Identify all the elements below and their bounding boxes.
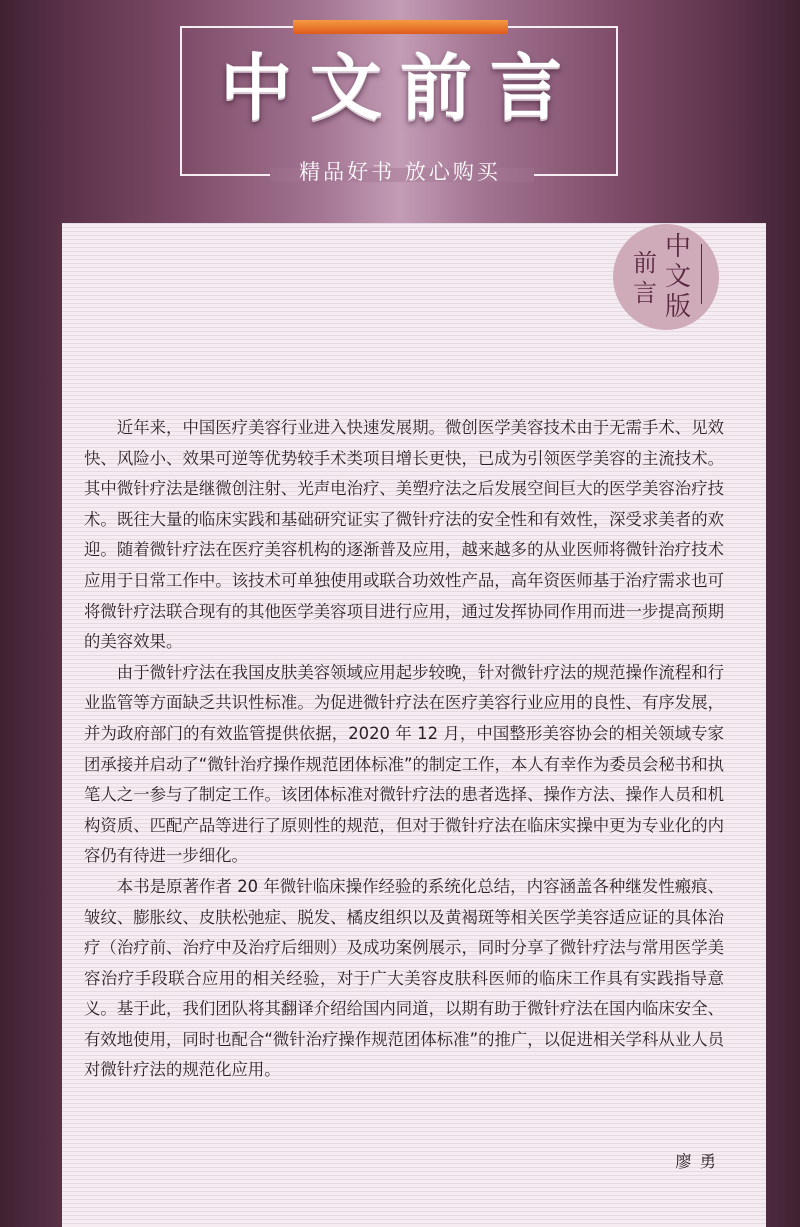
stamp-main-text: 中文版: [664, 232, 691, 322]
accent-bar: [293, 20, 508, 34]
author-signature: 廖勇: [675, 1152, 724, 1171]
stamp-side-text: 前言: [633, 249, 657, 307]
paragraph: 由于微针疗法在我国皮肤美容领域应用起步较晚，针对微针疗法的规范操作流程和行业监管等方面缺乏共识性标准。为促进微针疗法在医疗美容行业应用的良性、有序发展，并为政府部门的有效监管提供依据，2020 年 12 月，中国整形美容协会的相关领域专家团承接并启动了“微针治疗操作规范团体标准”的制定工作，本人有幸作为委员会秘书和执笔人之一参与了制定工作。该团体标准对微针疗法的患者选择、操作方法、操作人员和机构资质、匹配产品等进行了原则性的规范，但对于微针疗法在临床实操中更为专业化的内容仍有待进一步细化。: [84, 662, 724, 866]
paragraph: 近年来，中国医疗美容行业进入快速发展期。微创医学美容技术由于无需手术、见效快、风险小、效果可逆等优势较手术类项目增长更快，已成为引领医学美容的主流技术。其中微针疗法是继微创注射、光声电治疗、美塑疗法之后发展空间巨大的医学美容治疗技术。既往大量的临床实践和基础研究证实了微针疗法的安全性和有效性，深受求美者的欢迎。随着微针疗法在医疗美容机构的逐渐普及应用，越来越多的从业医师将微针治疗技术应用于日常工作中。该技术可单独使用或联合功效性产品，高年资医师基于治疗需求也可将微针疗法联合现有的其他医学美容项目进行应用，通过发挥协同作用而进一步提高预期的美容效果。: [84, 418, 724, 652]
preface-body: [84, 413, 724, 1086]
stamp-divider: [701, 244, 702, 304]
chinese-edition-stamp: [613, 224, 719, 330]
tagline: 精品好书 放心购买: [299, 160, 501, 184]
page-title: 中文前言: [219, 46, 580, 130]
paragraph: 本书是原著作者 20 年微针临床操作经验的系统化总结，内容涵盖各种继发性瘢痕、皱纹、膨胀纹、皮肤松弛症、脱发、橘皮组织以及黄褐斑等相关医学美容适应证的具体治疗（治疗前、治疗中及治疗后细则）及成功案例展示，同时分享了微针疗法与常用医学美容治疗手段联合应用的相关经验，对于广大美容皮肤科医师的临床工作具有实践指导意义。基于此，我们团队将其翻译介绍给国内同道，以期有助于微针疗法在国内临床安全、有效地使用，同时也配合“微针治疗操作规范团体标准”的推广，以促进相关学科从业人员对微针疗法的规范化应用。: [84, 876, 724, 1080]
